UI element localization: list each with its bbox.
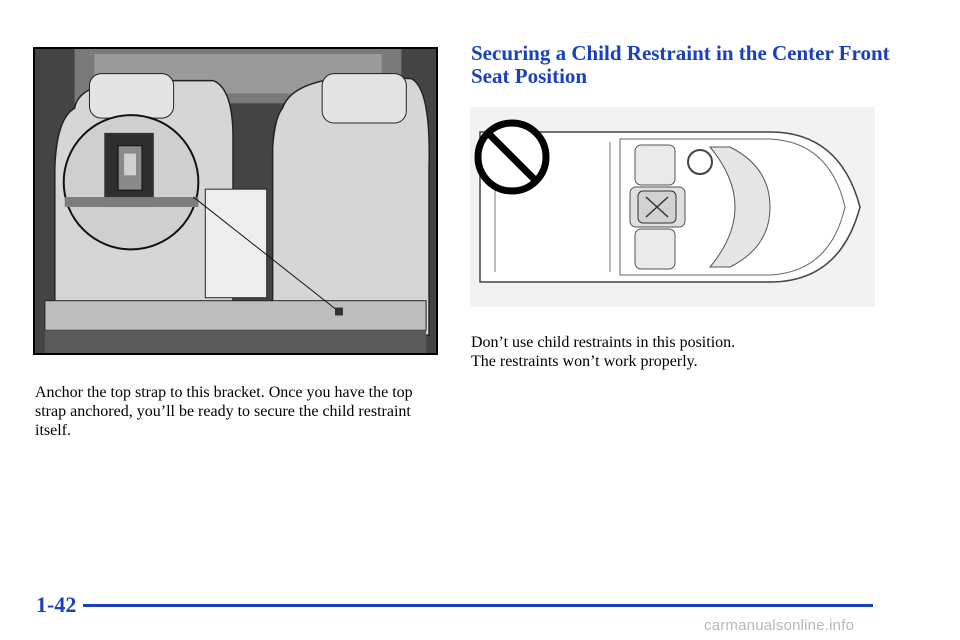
warning-line-2: The restraints won’t work properly. <box>471 353 698 370</box>
section-heading: Securing a Child Restraint in the Center Front Seat Position <box>471 41 890 88</box>
footer-rule <box>83 604 873 607</box>
bracket-caption: Anchor the top strap to this bracket. Once you have the top strap anchored, you’ll be ready to secure the child restraint itself. <box>35 384 413 439</box>
site-watermark: carmanualsonline.info <box>704 617 855 634</box>
rear-seat-bracket-illustration <box>33 47 438 355</box>
warning-caption <box>471 333 901 371</box>
center-seat-prohibited-illustration <box>470 107 875 307</box>
page-number: 1-42 <box>36 592 77 617</box>
warning-line-1: Don’t use child restraints in this position. <box>471 334 736 351</box>
